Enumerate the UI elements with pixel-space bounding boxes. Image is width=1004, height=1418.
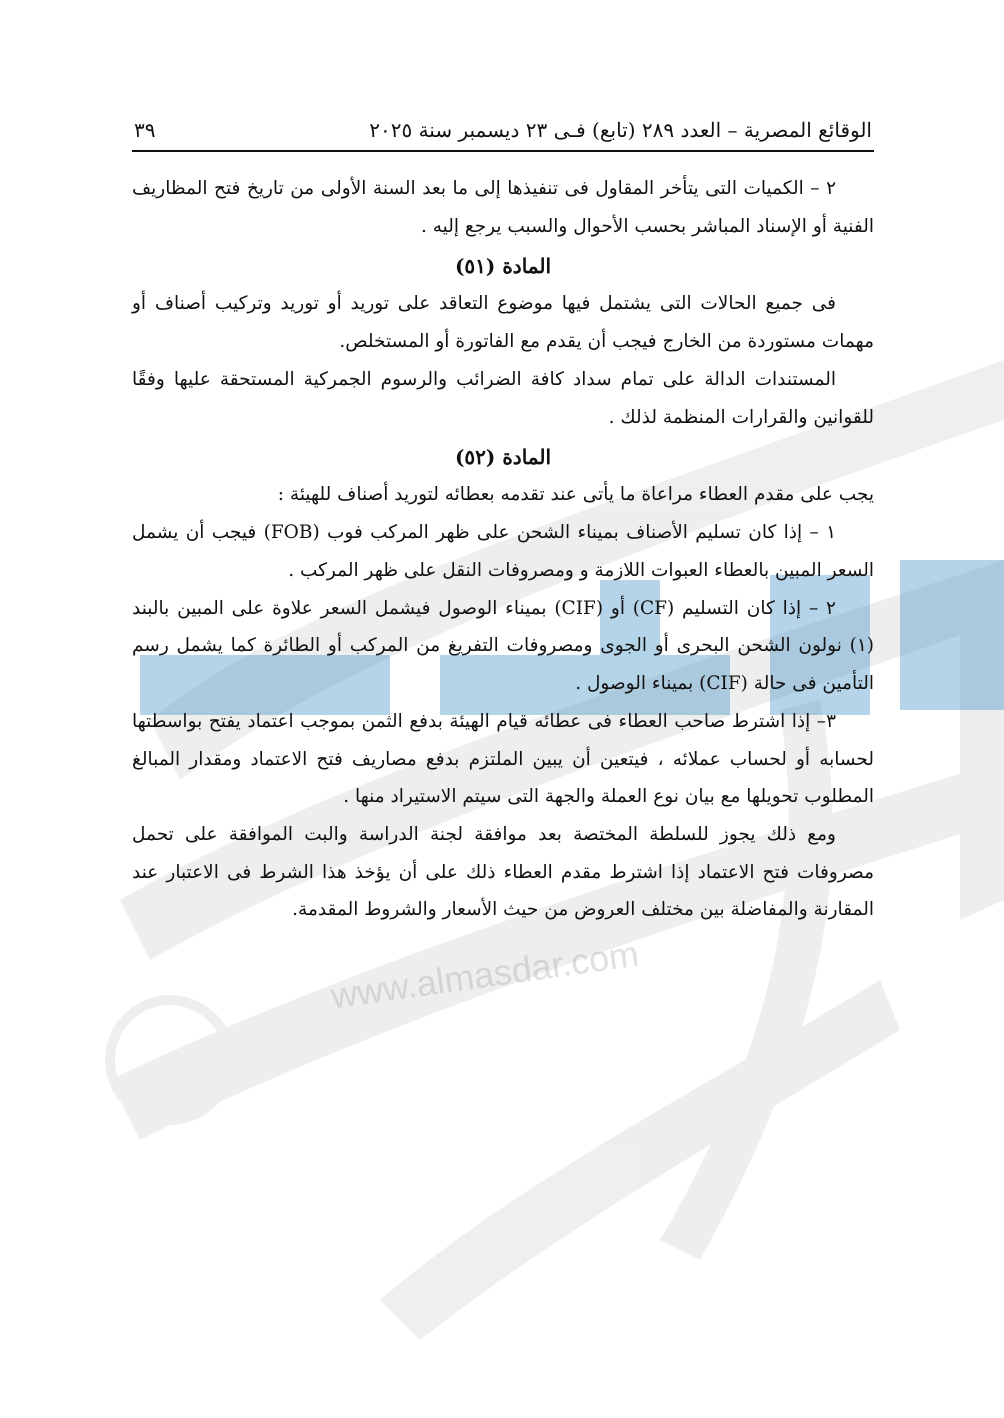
gazette-page: [132, 112, 874, 929]
watermark-url: www.almasdar.com: [328, 932, 642, 1017]
article-51-heading: المادة (٥١): [454, 254, 552, 279]
paragraph-1: ٢ – الكميات التى يتأخر المقاول فى تنفيذها إلى ما بعد السنة الأولى من تاريخ فتح المظاريف الفنية أو الإسناد المباشر بحسب الأحوال والسبب يرجع إليه .: [132, 178, 874, 237]
paragraph-6: ٢ – إذا كان التسليم (CF) أو (CIF) بميناء الوصول فيشمل السعر علاوة على المبين بالبند (١) نولون الشحن البحرى أو الجوى ومصروفات التفريغ من المركب أو الطائرة كما يشمل رسم التأمين فى حالة (CIF) بميناء الوصول .: [132, 597, 874, 695]
article-52-heading: المادة (٥٢): [454, 445, 552, 470]
paragraph-4: يجب على مقدم العطاء مراعاة ما يأتى عند تقدمه بعطائه لتوريد أصناف للهيئة :: [277, 484, 874, 506]
paragraph-7: ٣– إذا اشترط صاحب العطاء فى عطائه قيام الهيئة بدفع الثمن بموجب اعتماد يفتح بواسطتها لحسابه أو لحساب عملائه ، فيتعين أن يبين الملتزم بدفع مصاريف فتح الاعتماد ومقدار المبالغ المطلوب تحويلها مع بيان نوع العملة والجهة التى سيتم الاستيراد منها .: [132, 710, 874, 808]
paragraph-2: فى جميع الحالات التى يشتمل فيها موضوع التعاقد على توريد أو توريد وتركيب أصناف أو مهمات مستوردة من الخارج فيجب أن يقدم مع الفاتورة أو المستخلص.: [132, 293, 874, 353]
paragraph-5: ١ – إذا كان تسليم الأصناف بميناء الشحن على ظهر المركب فوب (FOB) فيجب أن يشمل السعر المبين بالعطاء العبوات اللازمة و ومصروفات النقل على ظهر المركب .: [132, 522, 874, 581]
page-header: [132, 112, 874, 152]
paragraph-8: ومع ذلك يجوز للسلطة المختصة بعد موافقة لجنة الدراسة والبت الموافقة على تحمل مصروفات فتح الاعتماد إذا اشترط مقدم العطاء ذلك على أن يؤخذ هذا الشرط فى الاعتبار عند المقارنة والمفاضلة بين مختلف العروض من حيث الأسعار والشروط المقدمة.: [132, 824, 874, 921]
page-content: [132, 170, 874, 929]
header-title: الوقائع المصرية – العدد ٢٨٩ (تابع) فـى ٢٣ ديسمبر سنة ٢٠٢٥: [369, 118, 872, 142]
page-number: ٣٩: [134, 118, 156, 142]
paragraph-3: المستندات الدالة على تمام سداد كافة الضرائب والرسوم الجمركية المستحقة عليها وفقًا للقوانين والقرارات المنظمة لذلك .: [132, 368, 874, 428]
